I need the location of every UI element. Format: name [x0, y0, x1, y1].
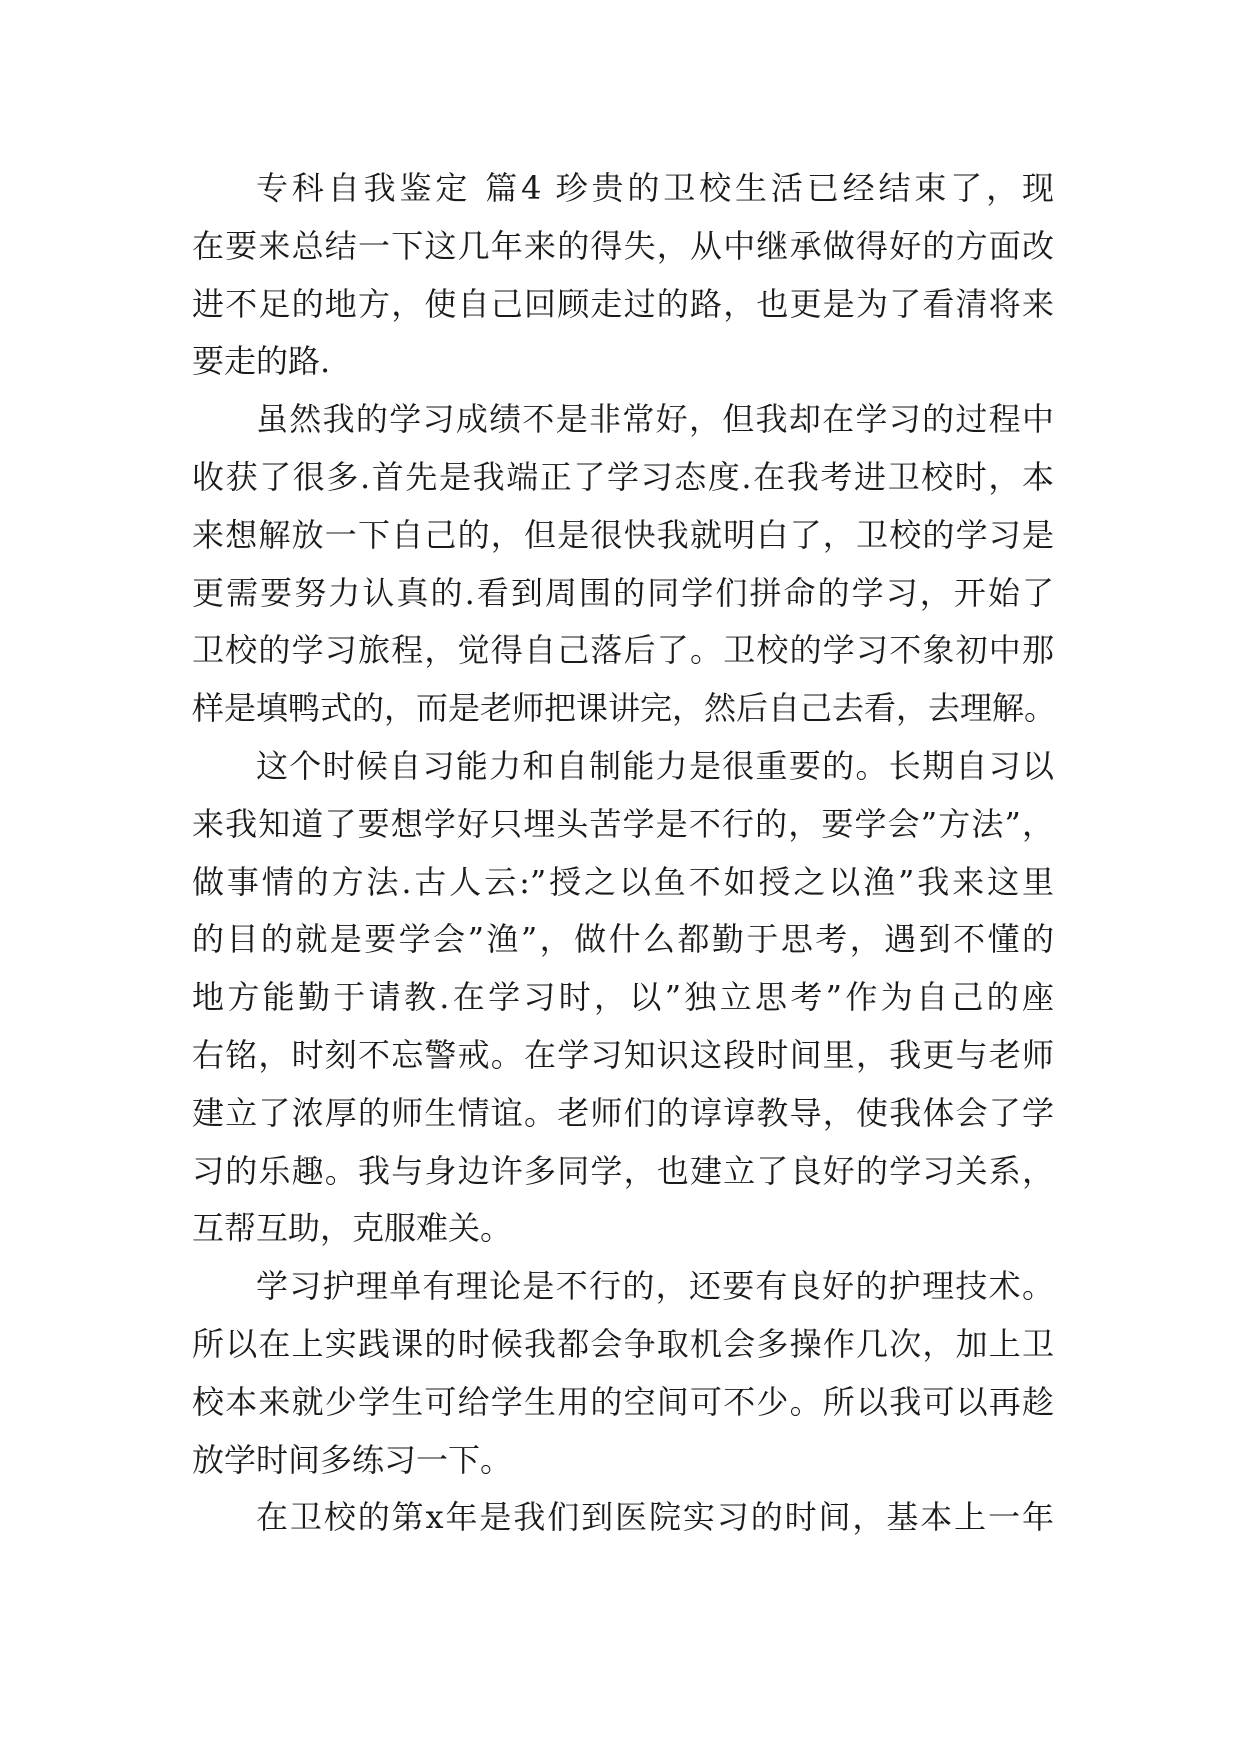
text-line: 做事情的方法.古人云:”授之以鱼不如授之以渔”我来这里	[192, 862, 1054, 901]
text-line: 习的乐趣。我与身边许多同学，也建立了良好的学习关系，	[192, 1151, 1054, 1190]
document-body	[192, 160, 1057, 1547]
text-line: 来我知道了要想学好只埋头苦学是不行的，要学会”方法”，	[192, 804, 1054, 843]
text-line: 互帮互助，克服难关。	[192, 1209, 513, 1248]
text-line: 来想解放一下自己的，但是很快我就明白了，卫校的学习是	[192, 515, 1054, 554]
text-line: 专科自我鉴定 篇4 珍贵的卫校生活已经结束了，现	[256, 169, 1054, 207]
text-line: 地方能勤于请教.在学习时，以”独立思考”作为自己的座	[192, 978, 1054, 1017]
text-line: 建立了浓厚的师生情谊。老师们的谆谆教导，使我体会了学	[192, 1093, 1054, 1132]
text-line: 在要来总结一下这几年来的得失，从中继承做得好的方面改	[192, 226, 1054, 265]
text-line: 放学时间多练习一下。	[192, 1440, 513, 1479]
text-line: 要走的路.	[192, 342, 331, 381]
text-line: 卫校的学习旅程，觉得自己落后了。卫校的学习不象初中那	[192, 631, 1054, 670]
text-line: 样是填鸭式的，而是老师把课讲完，然后自己去看，去理解。	[192, 689, 1057, 728]
text-line: 右铭，时刻不忘警戒。在学习知识这段时间里，我更与老师	[192, 1035, 1054, 1074]
text-line: 所以在上实践课的时候我都会争取机会多操作几次，加上卫	[192, 1324, 1054, 1363]
text-line: 虽然我的学习成绩不是非常好，但我却在学习的过程中	[256, 400, 1054, 439]
text-line: 收获了很多.首先是我端正了学习态度.在我考进卫校时，本	[192, 457, 1054, 496]
text-line: 这个时候自习能力和自制能力是很重要的。长期自习以	[256, 746, 1054, 785]
text-line: 进不足的地方，使自己回顾走过的路，也更是为了看清将来	[192, 284, 1054, 323]
text-line: 在卫校的第x年是我们到医院实习的时间，基本上一年	[256, 1498, 1054, 1537]
text-line: 更需要努力认真的.看到周围的同学们拼命的学习，开始了	[192, 573, 1054, 612]
text-line: 的目的就是要学会”渔”，做什么都勤于思考，遇到不懂的	[192, 920, 1054, 959]
text-line: 学习护理单有理论是不行的，还要有良好的护理技术。	[256, 1267, 1054, 1306]
text-line: 校本来就少学生可给学生用的空间可不少。所以我可以再趁	[192, 1382, 1054, 1421]
